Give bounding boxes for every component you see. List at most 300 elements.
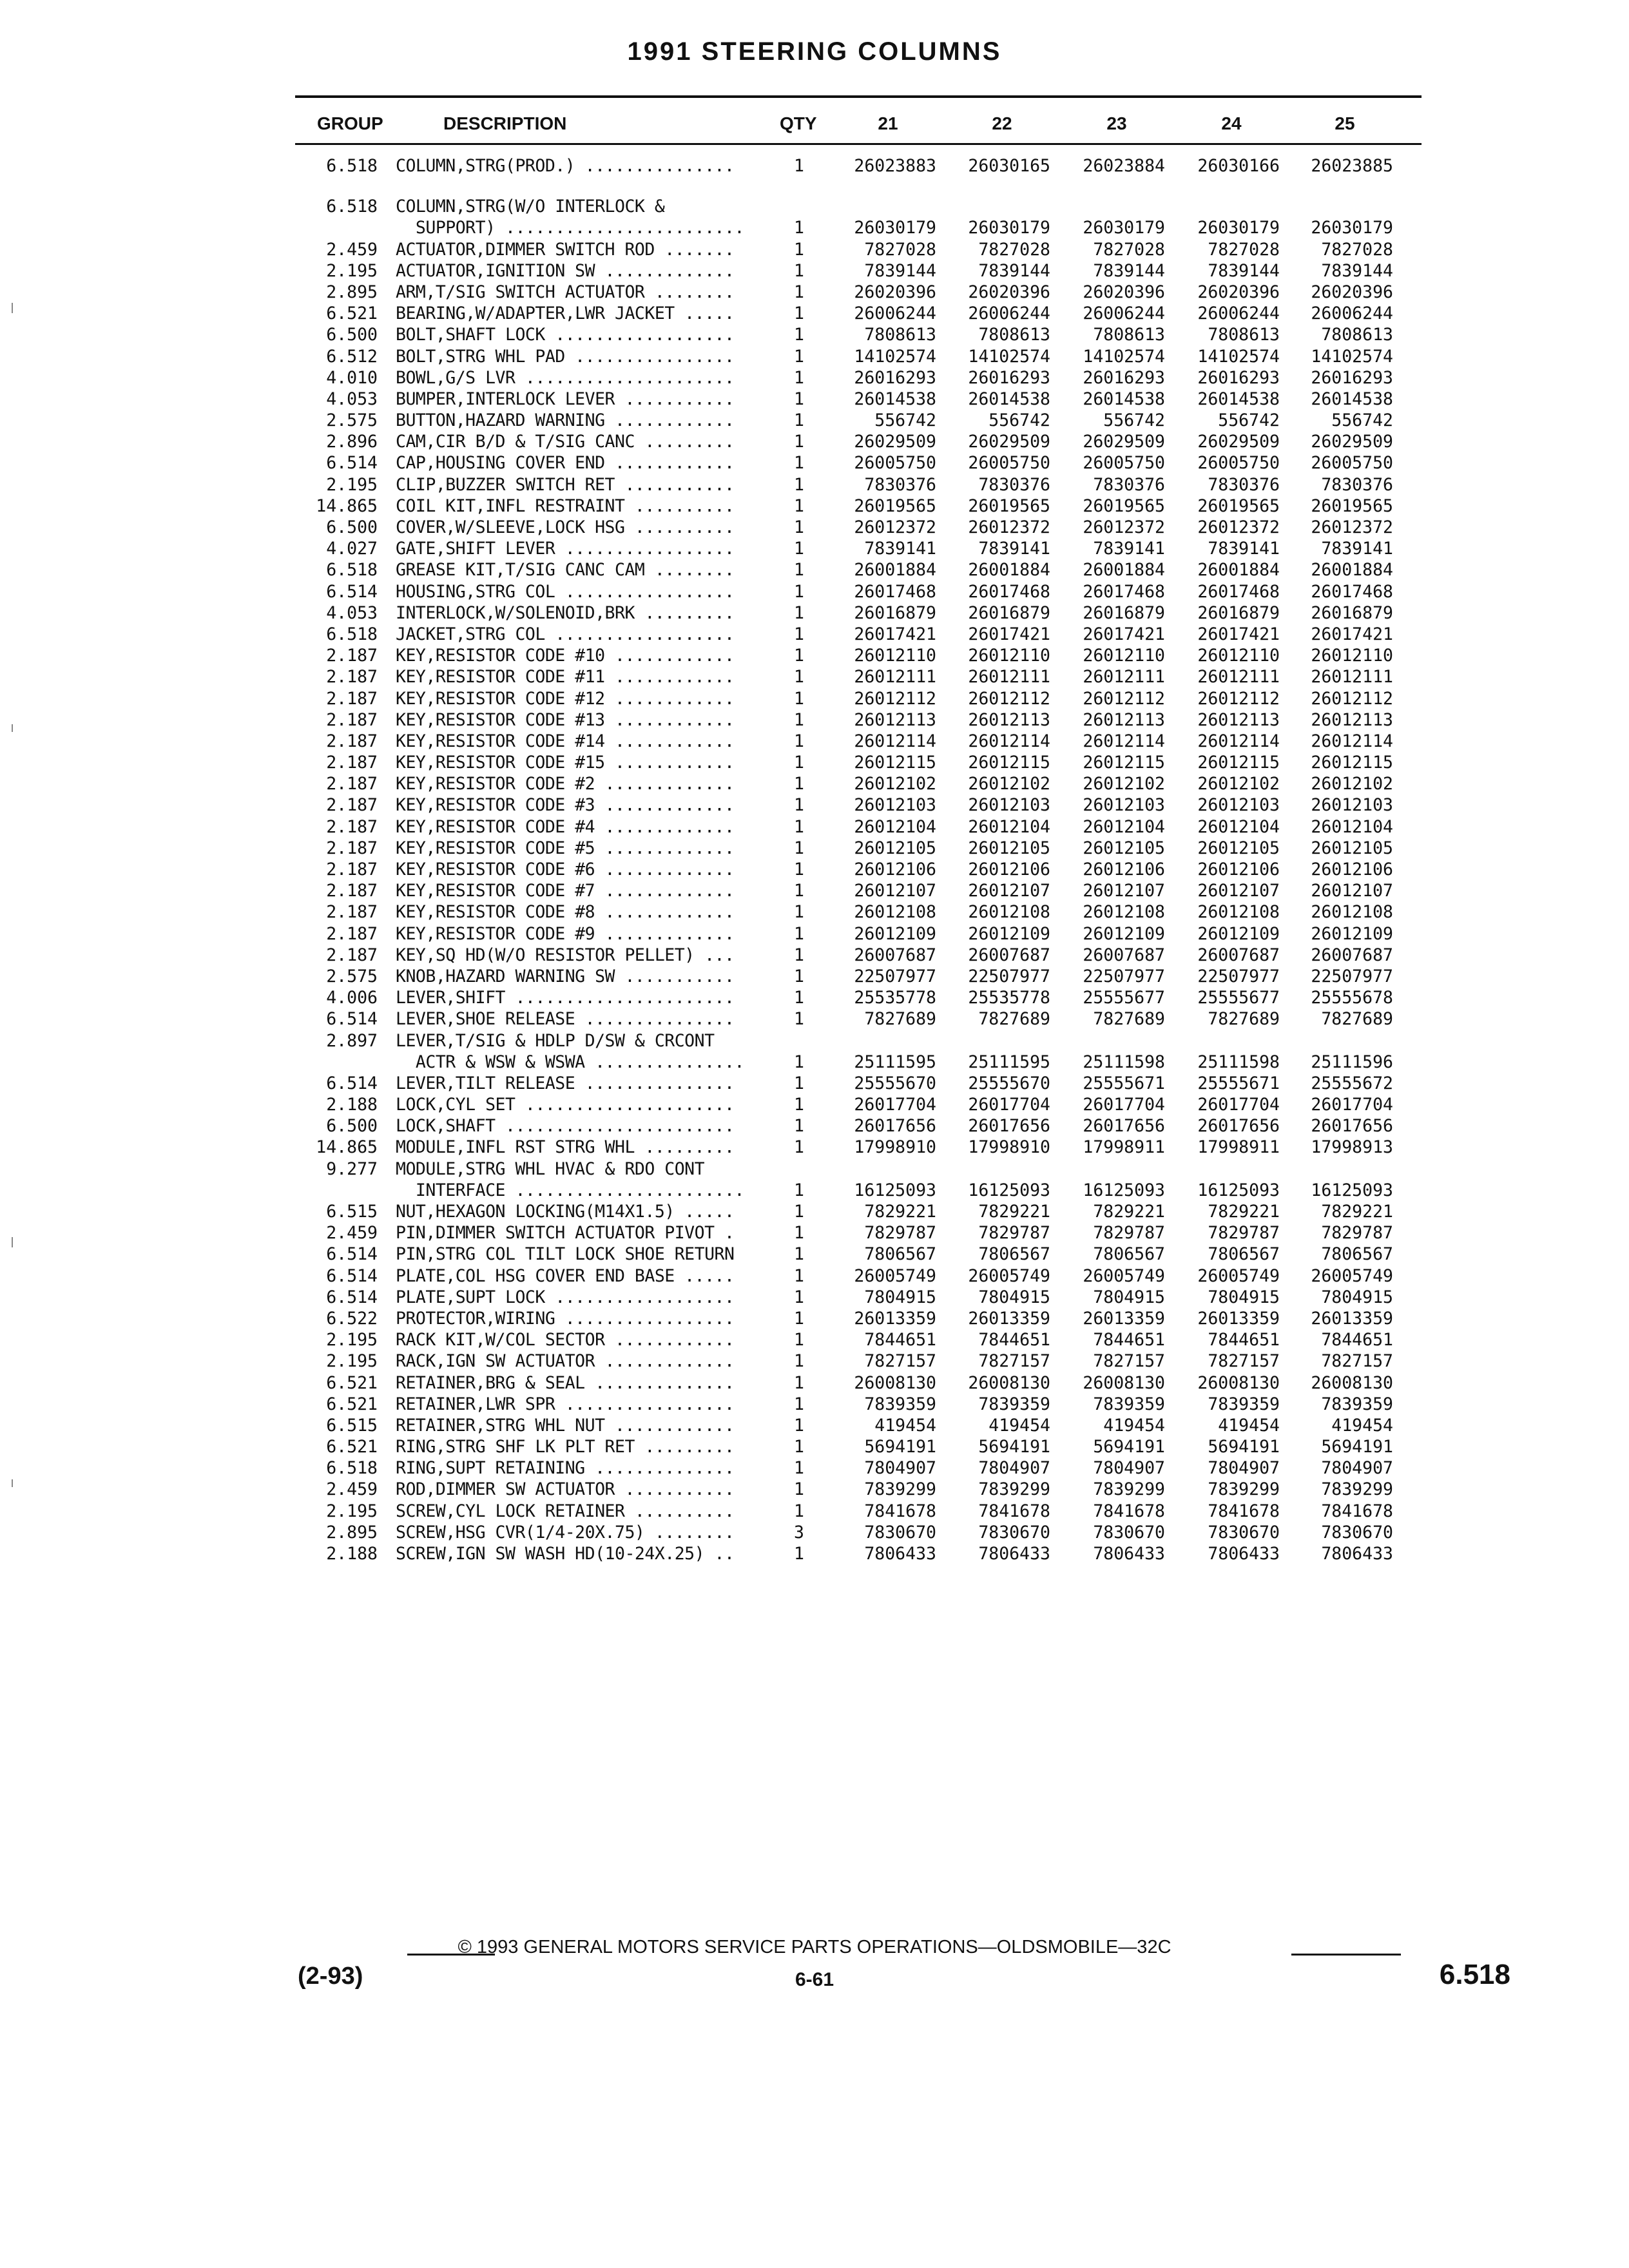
part-number-cell: 26005749 (1197, 1265, 1280, 1286)
description-cell: MODULE,STRG WHL HVAC & RDO CONT (396, 1158, 705, 1179)
part-number-cell: 25111595 (968, 1052, 1050, 1072)
group-cell: 2.897 (326, 1030, 378, 1051)
part-number-cell: 7844651 (864, 1330, 936, 1350)
part-number-cell: 25535778 (854, 988, 936, 1008)
part-number-cell: 26012103 (1197, 795, 1280, 816)
part-number-cell: 7804907 (1321, 1458, 1393, 1479)
qty-cell: 1 (794, 731, 804, 751)
part-number-cell: 7829787 (1093, 1223, 1165, 1244)
part-number-cell: 7827157 (1208, 1351, 1280, 1372)
qty-cell: 1 (794, 1437, 804, 1457)
part-number-cell: 7806567 (1208, 1244, 1280, 1265)
part-number-cell: 26020396 (968, 282, 1050, 302)
description-cell: KEY,RESISTOR CODE #10 ............ (396, 646, 735, 666)
qty-cell: 1 (794, 1372, 804, 1393)
part-number-cell: 26001884 (1197, 560, 1280, 581)
table-row (0, 1137, 1629, 1158)
part-number-cell: 7827157 (864, 1351, 936, 1372)
part-number-cell: 7829221 (1093, 1202, 1165, 1222)
part-number-cell: 26029509 (1197, 432, 1280, 452)
part-number-cell: 7830376 (1321, 474, 1393, 495)
part-number-cell: 26014538 (1083, 389, 1165, 409)
part-number-cell: 17998913 (1311, 1137, 1393, 1158)
group-cell: 2.187 (326, 860, 378, 879)
group-cell: 4.053 (326, 602, 378, 623)
group-cell: 6.518 (326, 560, 378, 581)
column-header-24: 24 (1221, 113, 1242, 133)
qty-cell: 1 (794, 1544, 804, 1564)
part-number-cell: 7841678 (1208, 1501, 1280, 1521)
part-number-cell: 26012110 (1311, 646, 1393, 666)
description-cell: CLIP,BUZZER SWITCH RET ........... (396, 474, 735, 495)
qty-cell: 1 (794, 795, 804, 816)
part-number-cell: 26012115 (1311, 753, 1393, 773)
table-row (0, 1544, 1629, 1565)
part-number-cell: 17998910 (968, 1137, 1050, 1158)
part-number-cell: 7841678 (1321, 1501, 1393, 1521)
part-number-cell: 26012104 (968, 816, 1050, 837)
group-cell: 9.277 (326, 1158, 378, 1179)
column-header-22: 22 (992, 113, 1012, 133)
group-cell: 2.188 (326, 1095, 378, 1115)
part-number-cell: 419454 (1218, 1415, 1280, 1436)
qty-cell: 1 (794, 156, 804, 176)
part-number-cell: 26012104 (1197, 816, 1280, 837)
part-number-cell: 26012372 (854, 517, 936, 537)
part-number-cell: 26030179 (1311, 218, 1393, 238)
header-bottom-rule (295, 143, 1422, 145)
part-number-cell: 26019565 (1197, 495, 1280, 516)
group-cell: 2.187 (326, 774, 378, 794)
qty-cell: 1 (794, 1330, 804, 1350)
table-row (0, 1202, 1629, 1223)
table-row (0, 881, 1629, 902)
part-number-cell: 26013359 (1083, 1308, 1165, 1329)
description-cell: BEARING,W/ADAPTER,LWR JACKET ..... (396, 303, 735, 324)
group-cell: 6.521 (326, 1437, 378, 1457)
group-cell: 2.187 (326, 816, 378, 837)
part-number-cell: 26012112 (1311, 688, 1393, 709)
part-number-cell: 7839141 (864, 539, 936, 559)
group-cell: 4.027 (326, 539, 378, 559)
part-number-cell: 26020396 (1197, 282, 1280, 302)
description-cell: SUPPORT) ........................ (396, 218, 744, 238)
part-number-cell: 26016879 (1311, 602, 1393, 623)
part-number-cell: 26030179 (968, 218, 1050, 238)
scan-mark (12, 303, 13, 313)
description-cell: KEY,RESISTOR CODE #8 ............. (396, 902, 735, 923)
qty-cell: 1 (794, 945, 804, 965)
part-number-cell: 26016879 (854, 602, 936, 623)
part-number-cell: 26019565 (1083, 495, 1165, 516)
part-number-cell: 26001884 (1311, 560, 1393, 581)
part-number-cell: 26007687 (968, 945, 1050, 965)
part-number-cell: 7841678 (978, 1501, 1050, 1521)
description-cell: RACK,IGN SW ACTUATOR ............. (396, 1351, 735, 1372)
part-number-cell: 7839299 (1093, 1479, 1165, 1500)
part-number-cell: 25555670 (968, 1073, 1050, 1093)
part-number-cell: 7839144 (978, 260, 1050, 281)
part-number-cell: 7839359 (864, 1394, 936, 1414)
table-row (0, 838, 1629, 860)
part-number-cell: 25535778 (968, 988, 1050, 1008)
description-cell: RETAINER,STRG WHL NUT ............ (396, 1415, 735, 1436)
table-row (0, 517, 1629, 539)
part-number-cell: 7830376 (864, 474, 936, 495)
description-cell: KEY,RESISTOR CODE #7 ............. (396, 881, 735, 901)
part-number-cell: 26012107 (968, 881, 1050, 901)
part-number-cell: 5694191 (1093, 1437, 1165, 1457)
part-number-cell: 419454 (1331, 1415, 1393, 1436)
part-number-cell: 26012103 (854, 795, 936, 816)
part-number-cell: 7827157 (978, 1351, 1050, 1372)
part-number-cell: 26017704 (1197, 1095, 1280, 1115)
part-number-cell: 26012372 (968, 517, 1050, 537)
description-cell: ACTUATOR,DIMMER SWITCH ROD ....... (396, 239, 735, 260)
part-number-cell: 26020396 (854, 282, 936, 302)
part-number-cell: 7827028 (1093, 239, 1165, 260)
part-number-cell: 22507977 (1311, 966, 1393, 986)
part-number-cell: 7827689 (1321, 1009, 1393, 1030)
part-number-cell: 26012112 (968, 688, 1050, 709)
part-number-cell: 26007687 (854, 945, 936, 965)
qty-cell: 1 (794, 389, 804, 409)
part-number-cell: 26017656 (968, 1116, 1050, 1137)
part-number-cell: 26012102 (968, 774, 1050, 794)
qty-cell: 1 (794, 474, 804, 495)
footer-copyright: © 1993 GENERAL MOTORS SERVICE PARTS OPERATIONS—OLDSMOBILE—32C (458, 1937, 1171, 1957)
table-row (0, 1116, 1629, 1137)
part-number-cell: 7827689 (978, 1009, 1050, 1030)
part-number-cell: 17998911 (1197, 1137, 1280, 1158)
part-number-cell: 26012104 (1083, 816, 1165, 837)
part-number-cell: 26012113 (1197, 709, 1280, 730)
part-number-cell: 26016879 (1197, 602, 1280, 623)
qty-cell: 1 (794, 346, 804, 367)
part-number-cell: 26012114 (1311, 731, 1393, 751)
description-cell: PLATE,SUPT LOCK .................. (396, 1287, 735, 1307)
group-cell: 6.518 (326, 197, 378, 217)
part-number-cell: 26012111 (1197, 667, 1280, 687)
part-number-cell: 26012106 (1083, 860, 1165, 879)
qty-cell: 1 (794, 966, 804, 986)
part-number-cell: 7804915 (1208, 1287, 1280, 1307)
table-row (0, 582, 1629, 603)
description-cell: LEVER,TILT RELEASE ............... (396, 1073, 735, 1093)
column-header-21: 21 (878, 113, 898, 133)
part-number-cell: 26030166 (1197, 156, 1280, 176)
description-cell: PLATE,COL HSG COVER END BASE ..... (396, 1265, 735, 1286)
part-number-cell: 26012102 (1311, 774, 1393, 794)
part-number-cell: 26017656 (1311, 1116, 1393, 1137)
part-number-cell: 26016293 (1311, 367, 1393, 388)
group-cell: 6.521 (326, 1372, 378, 1393)
table-row (0, 475, 1629, 496)
description-cell: JACKET,STRG COL .................. (396, 624, 735, 644)
qty-cell: 1 (794, 1458, 804, 1479)
part-number-cell: 26014538 (854, 389, 936, 409)
description-cell: GREASE KIT,T/SIG CANC CAM ........ (396, 560, 735, 581)
qty-cell: 1 (794, 1073, 804, 1093)
part-number-cell: 26005749 (968, 1265, 1050, 1286)
qty-cell: 1 (794, 688, 804, 709)
qty-cell: 1 (794, 581, 804, 602)
description-cell: LEVER,SHIFT ...................... (396, 988, 735, 1008)
group-cell: 2.187 (326, 688, 378, 709)
part-number-cell: 7829787 (1321, 1223, 1393, 1244)
part-number-cell: 7827157 (1321, 1351, 1393, 1372)
part-number-cell: 14102574 (1083, 346, 1165, 367)
part-number-cell: 7841678 (864, 1501, 936, 1521)
table-row (0, 1501, 1629, 1523)
description-cell: BOWL,G/S LVR ..................... (396, 367, 735, 388)
table-row (0, 902, 1629, 923)
qty-cell: 1 (794, 1501, 804, 1521)
part-number-cell: 419454 (874, 1415, 936, 1436)
part-number-cell: 7839141 (1321, 539, 1393, 559)
group-cell: 2.896 (326, 432, 378, 452)
qty-cell: 1 (794, 1116, 804, 1137)
part-number-cell: 26012109 (854, 923, 936, 944)
qty-cell: 1 (794, 923, 804, 944)
group-cell: 6.522 (326, 1308, 378, 1329)
part-number-cell: 7829221 (978, 1202, 1050, 1222)
part-number-cell: 7839141 (1208, 539, 1280, 559)
table-row (0, 197, 1629, 218)
description-cell: ACTR & WSW & WSWA ............... (396, 1052, 744, 1072)
description-cell: KEY,SQ HD(W/O RESISTOR PELLET) ... (396, 945, 735, 965)
part-number-cell: 26006244 (854, 303, 936, 324)
part-number-cell: 7804915 (864, 1287, 936, 1307)
part-number-cell: 7808613 (1321, 325, 1393, 345)
table-row (0, 966, 1629, 988)
part-number-cell: 26012112 (854, 688, 936, 709)
table-row (0, 432, 1629, 453)
part-number-cell: 26012372 (1197, 517, 1280, 537)
qty-cell: 1 (794, 539, 804, 559)
description-cell: KEY,RESISTOR CODE #15 ............ (396, 753, 735, 773)
part-number-cell: 7806433 (1208, 1544, 1280, 1564)
part-number-cell: 26017704 (1311, 1095, 1393, 1115)
table-row (0, 240, 1629, 261)
group-cell: 6.514 (326, 1009, 378, 1030)
description-cell: LOCK,SHAFT ....................... (396, 1116, 735, 1137)
part-number-cell: 26012105 (1083, 838, 1165, 858)
description-cell: COIL KIT,INFL RESTRAINT .......... (396, 495, 735, 516)
part-number-cell: 26029509 (1311, 432, 1393, 452)
part-number-cell: 17998910 (854, 1137, 936, 1158)
part-number-cell: 26012108 (854, 902, 936, 923)
part-number-cell: 26012106 (854, 860, 936, 879)
part-number-cell: 7829221 (1321, 1202, 1393, 1222)
group-cell: 6.521 (326, 1394, 378, 1414)
qty-cell: 1 (794, 902, 804, 923)
description-cell: RETAINER,LWR SPR ................. (396, 1394, 735, 1414)
description-cell: BUTTON,HAZARD WARNING ............ (396, 410, 735, 431)
part-number-cell: 556742 (1218, 410, 1280, 431)
qty-cell: 1 (794, 988, 804, 1008)
part-number-cell: 26012114 (968, 731, 1050, 751)
table-row (0, 1394, 1629, 1416)
description-cell: RING,STRG SHF LK PLT RET ......... (396, 1437, 735, 1457)
part-number-cell: 7806433 (1321, 1544, 1393, 1564)
description-cell: KEY,RESISTOR CODE #9 ............. (396, 923, 735, 944)
table-row (0, 860, 1629, 881)
part-number-cell: 26017656 (1083, 1116, 1165, 1137)
description-cell: LEVER,SHOE RELEASE ............... (396, 1009, 735, 1030)
part-number-cell: 26012109 (1311, 923, 1393, 944)
footer-page-number: 6-61 (795, 1969, 834, 1990)
qty-cell: 1 (794, 560, 804, 581)
part-number-cell: 22507977 (1083, 966, 1165, 986)
part-number-cell: 7806433 (864, 1544, 936, 1564)
part-number-cell: 26013359 (1197, 1308, 1280, 1329)
part-number-cell: 26030179 (1197, 218, 1280, 238)
part-number-cell: 26029509 (968, 432, 1050, 452)
group-cell: 2.195 (326, 1330, 378, 1350)
group-cell: 6.518 (326, 1458, 378, 1479)
qty-cell: 1 (794, 367, 804, 388)
table-row (0, 795, 1629, 816)
group-cell: 2.187 (326, 881, 378, 901)
part-number-cell: 7804907 (978, 1458, 1050, 1479)
group-cell: 6.512 (326, 346, 378, 367)
part-number-cell: 7839359 (1208, 1394, 1280, 1414)
part-number-cell: 26008130 (1311, 1372, 1393, 1393)
group-cell: 2.187 (326, 667, 378, 687)
part-number-cell: 7830670 (1093, 1522, 1165, 1542)
group-cell: 4.006 (326, 988, 378, 1008)
table-row (0, 1031, 1629, 1052)
page-title: 1991 STEERING COLUMNS (627, 37, 1002, 66)
part-number-cell: 26008130 (968, 1372, 1050, 1393)
qty-cell: 1 (794, 774, 804, 794)
part-number-cell: 7804915 (1321, 1287, 1393, 1307)
part-number-cell: 26013359 (854, 1308, 936, 1329)
part-number-cell: 7839299 (1208, 1479, 1280, 1500)
part-number-cell: 7839299 (864, 1479, 936, 1500)
table-row (0, 496, 1629, 517)
part-number-cell: 26012115 (1083, 753, 1165, 773)
part-number-cell: 7830670 (978, 1522, 1050, 1542)
description-cell: ROD,DIMMER SW ACTUATOR ........... (396, 1479, 735, 1500)
footer-date-code: (2-93) (298, 1963, 363, 1990)
group-cell: 2.188 (326, 1544, 378, 1564)
part-number-cell: 25555677 (1197, 988, 1280, 1008)
table-row (0, 368, 1629, 389)
part-number-cell: 26014538 (968, 389, 1050, 409)
part-number-cell: 16125093 (1311, 1180, 1393, 1200)
table-row (0, 303, 1629, 325)
part-number-cell: 7830670 (1208, 1522, 1280, 1542)
part-number-cell: 26023884 (1083, 156, 1165, 176)
part-number-cell: 26017468 (968, 581, 1050, 602)
part-number-cell: 26012112 (1197, 688, 1280, 709)
part-number-cell: 7830376 (1093, 474, 1165, 495)
part-number-cell: 556742 (988, 410, 1050, 431)
group-cell: 6.518 (326, 156, 378, 176)
part-number-cell: 26012115 (968, 753, 1050, 773)
part-number-cell: 26012113 (1311, 709, 1393, 730)
part-number-cell: 26017421 (968, 624, 1050, 644)
qty-cell: 1 (794, 1394, 804, 1414)
group-cell: 2.187 (326, 731, 378, 751)
part-number-cell: 25111595 (854, 1052, 936, 1072)
part-number-cell: 17998911 (1083, 1137, 1165, 1158)
description-cell: KNOB,HAZARD WARNING SW ........... (396, 966, 735, 986)
part-number-cell: 7804907 (1208, 1458, 1280, 1479)
part-number-cell: 7839141 (1093, 539, 1165, 559)
part-number-cell: 26030179 (1083, 218, 1165, 238)
part-number-cell: 26017421 (1311, 624, 1393, 644)
part-number-cell: 26012102 (1197, 774, 1280, 794)
part-number-cell: 7839144 (1208, 260, 1280, 281)
table-row (0, 325, 1629, 346)
part-number-cell: 26012102 (854, 774, 936, 794)
part-number-cell: 26019565 (968, 495, 1050, 516)
footer-section-number: 6.518 (1439, 1959, 1510, 1990)
part-number-cell: 26012107 (1083, 881, 1165, 901)
part-number-cell: 7808613 (1208, 325, 1280, 345)
description-cell: KEY,RESISTOR CODE #5 ............. (396, 838, 735, 858)
group-cell: 6.514 (326, 453, 378, 474)
qty-cell: 1 (794, 260, 804, 281)
part-number-cell: 22507977 (854, 966, 936, 986)
description-cell: RACK KIT,W/COL SECTOR ............ (396, 1330, 735, 1350)
part-number-cell: 26012105 (1197, 838, 1280, 858)
group-cell: 2.187 (326, 902, 378, 923)
part-number-cell: 26012103 (968, 795, 1050, 816)
part-number-cell: 26017656 (854, 1116, 936, 1137)
part-number-cell: 7806567 (864, 1244, 936, 1265)
part-number-cell: 7830670 (1321, 1522, 1393, 1542)
qty-cell: 1 (794, 602, 804, 623)
part-number-cell: 7839359 (1321, 1394, 1393, 1414)
column-header-description: DESCRIPTION (443, 113, 567, 133)
part-number-cell: 26014538 (1311, 389, 1393, 409)
part-number-cell: 7829787 (978, 1223, 1050, 1244)
table-row (0, 1479, 1629, 1501)
group-cell: 2.459 (326, 1479, 378, 1500)
description-cell: PROTECTOR,WIRING ................. (396, 1308, 735, 1329)
part-number-cell: 26017656 (1197, 1116, 1280, 1137)
part-number-cell: 5694191 (864, 1437, 936, 1457)
part-number-cell: 26006244 (1083, 303, 1165, 324)
description-cell: KEY,RESISTOR CODE #4 ............. (396, 816, 735, 837)
part-number-cell: 26017704 (854, 1095, 936, 1115)
part-number-cell: 26016293 (854, 367, 936, 388)
part-number-cell: 7839144 (1321, 260, 1393, 281)
description-cell: LOCK,CYL SET ..................... (396, 1095, 735, 1115)
part-number-cell: 26012113 (1083, 709, 1165, 730)
table-row (0, 261, 1629, 282)
group-cell: 6.500 (326, 1116, 378, 1137)
part-number-cell: 26017468 (854, 581, 936, 602)
part-number-cell: 26012109 (1083, 923, 1165, 944)
part-number-cell: 26023885 (1311, 156, 1393, 176)
part-number-cell: 26001884 (1083, 560, 1165, 581)
column-header-23: 23 (1106, 113, 1127, 133)
part-number-cell: 25555677 (1083, 988, 1165, 1008)
description-cell: KEY,RESISTOR CODE #12 ............ (396, 688, 735, 709)
qty-cell: 1 (794, 1351, 804, 1372)
part-number-cell: 26012111 (1083, 667, 1165, 687)
part-number-cell: 26012107 (1311, 881, 1393, 901)
table-row (0, 1309, 1629, 1330)
table-row (0, 667, 1629, 688)
description-cell: COLUMN,STRG(PROD.) ............... (396, 156, 735, 176)
table-row (0, 156, 1629, 177)
